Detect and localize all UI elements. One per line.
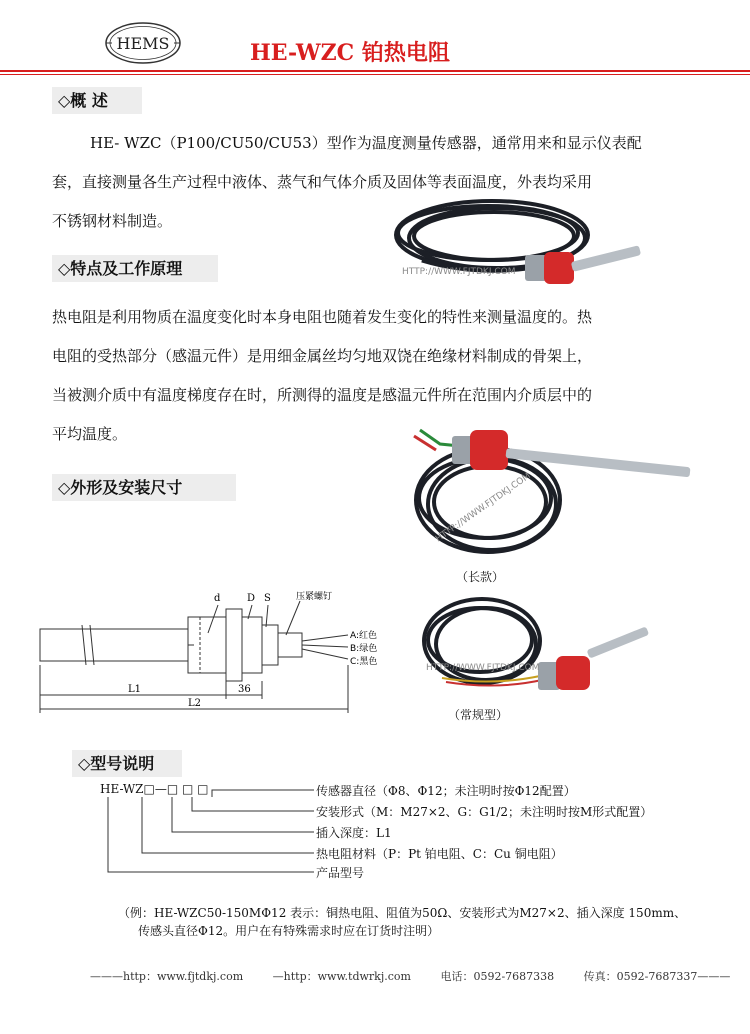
label-nut: 压紧螺钉 — [296, 592, 333, 602]
label-S: S — [264, 593, 271, 604]
footer-fax: 传真：0592-7687337——— — [583, 970, 731, 983]
logo-text: HEMS — [116, 34, 170, 53]
footer-website-1[interactable]: ———http：www.fjtdkj.com — [90, 970, 244, 983]
label-D: D — [247, 593, 256, 604]
overview-line: 不锈钢材料制造。 — [52, 212, 173, 230]
features-line: 当被测介质中有温度梯度存在时，所测得的温度是感温元件所在范围内介质层中的 — [52, 386, 593, 404]
features-line: 电阻的受热部分（感温元件）是用细金属丝均匀地双饶在绝缘材料制成的骨架上， — [52, 347, 593, 365]
model-label-material: 热电阻材料（P：Pt 铂电阻、C：Cu 铜电阻） — [316, 847, 563, 861]
dim-36: 36 — [238, 684, 251, 695]
model-label-product: 产品型号 — [316, 866, 365, 880]
wire-a-label: A:红色 — [350, 631, 378, 641]
label-d: d — [214, 593, 221, 604]
dim-l1: L1 — [128, 684, 142, 695]
model-label-depth: 插入深度：L1 — [316, 826, 392, 840]
model-label-mounting: 安装形式（M：M27×2、G：G1/2；未注明时按M形式配置） — [316, 805, 653, 819]
wire-c-label: C:黑色 — [350, 657, 378, 667]
overview-line: HE- WZC（P100/CU50/CU53）型作为温度测量传感器，通常用来和显示仪表配 — [90, 134, 642, 152]
overview-line: 套，直接测量各生产过程中液体、蒸气和气体介质及固体等表面温度，外表均采用 — [52, 173, 593, 191]
model-example-line1: （例：HE-WZC50-150MΦ12 表示：铜热电阻、阻值为50Ω、安装形式为M27×2、插入深度 150mm、 — [118, 906, 687, 920]
section-dimensions-title: ◇外形及安装尺寸 — [52, 474, 236, 501]
model-label-diameter: 传感器直径（Φ8、Φ12；未注明时按Φ12配置） — [316, 784, 576, 798]
page-title: HE-WZC 铂热电阻 — [250, 40, 450, 66]
caption-standard: （常规型） — [448, 708, 509, 722]
section-model-title: ◇型号说明 — [72, 750, 182, 777]
wire-b-label: B:绿色 — [350, 644, 378, 654]
watermark: HTTP://WWW.FJTDKJ.COM — [433, 471, 533, 545]
section-overview-title: ◇概 述 — [52, 87, 142, 114]
watermark: HTTP://WWW.FJTDKJ.COM — [402, 267, 516, 277]
section-features-title: ◇特点及工作原理 — [52, 255, 218, 282]
model-example-line2: 传感头直径Φ12。用户在有特殊需求时应在订货时注明） — [138, 924, 440, 938]
footer — [90, 968, 750, 984]
dim-l2: L2 — [188, 698, 202, 709]
features-line: 热电阻是利用物质在温度变化时本身电阻也随着发生变化的特性来测量温度的。热 — [52, 308, 593, 326]
footer-phone: 电话：0592-7687338 — [440, 970, 555, 983]
model-code: HE-WZ□—□ □ □ — [100, 782, 209, 796]
caption-long: （长款） — [456, 570, 505, 584]
watermark: HTTP://WWW.FJTDKJ.COM — [426, 663, 540, 673]
features-line: 平均温度。 — [52, 425, 128, 443]
footer-website-2[interactable]: —http：www.tdwrkj.com — [272, 970, 411, 983]
